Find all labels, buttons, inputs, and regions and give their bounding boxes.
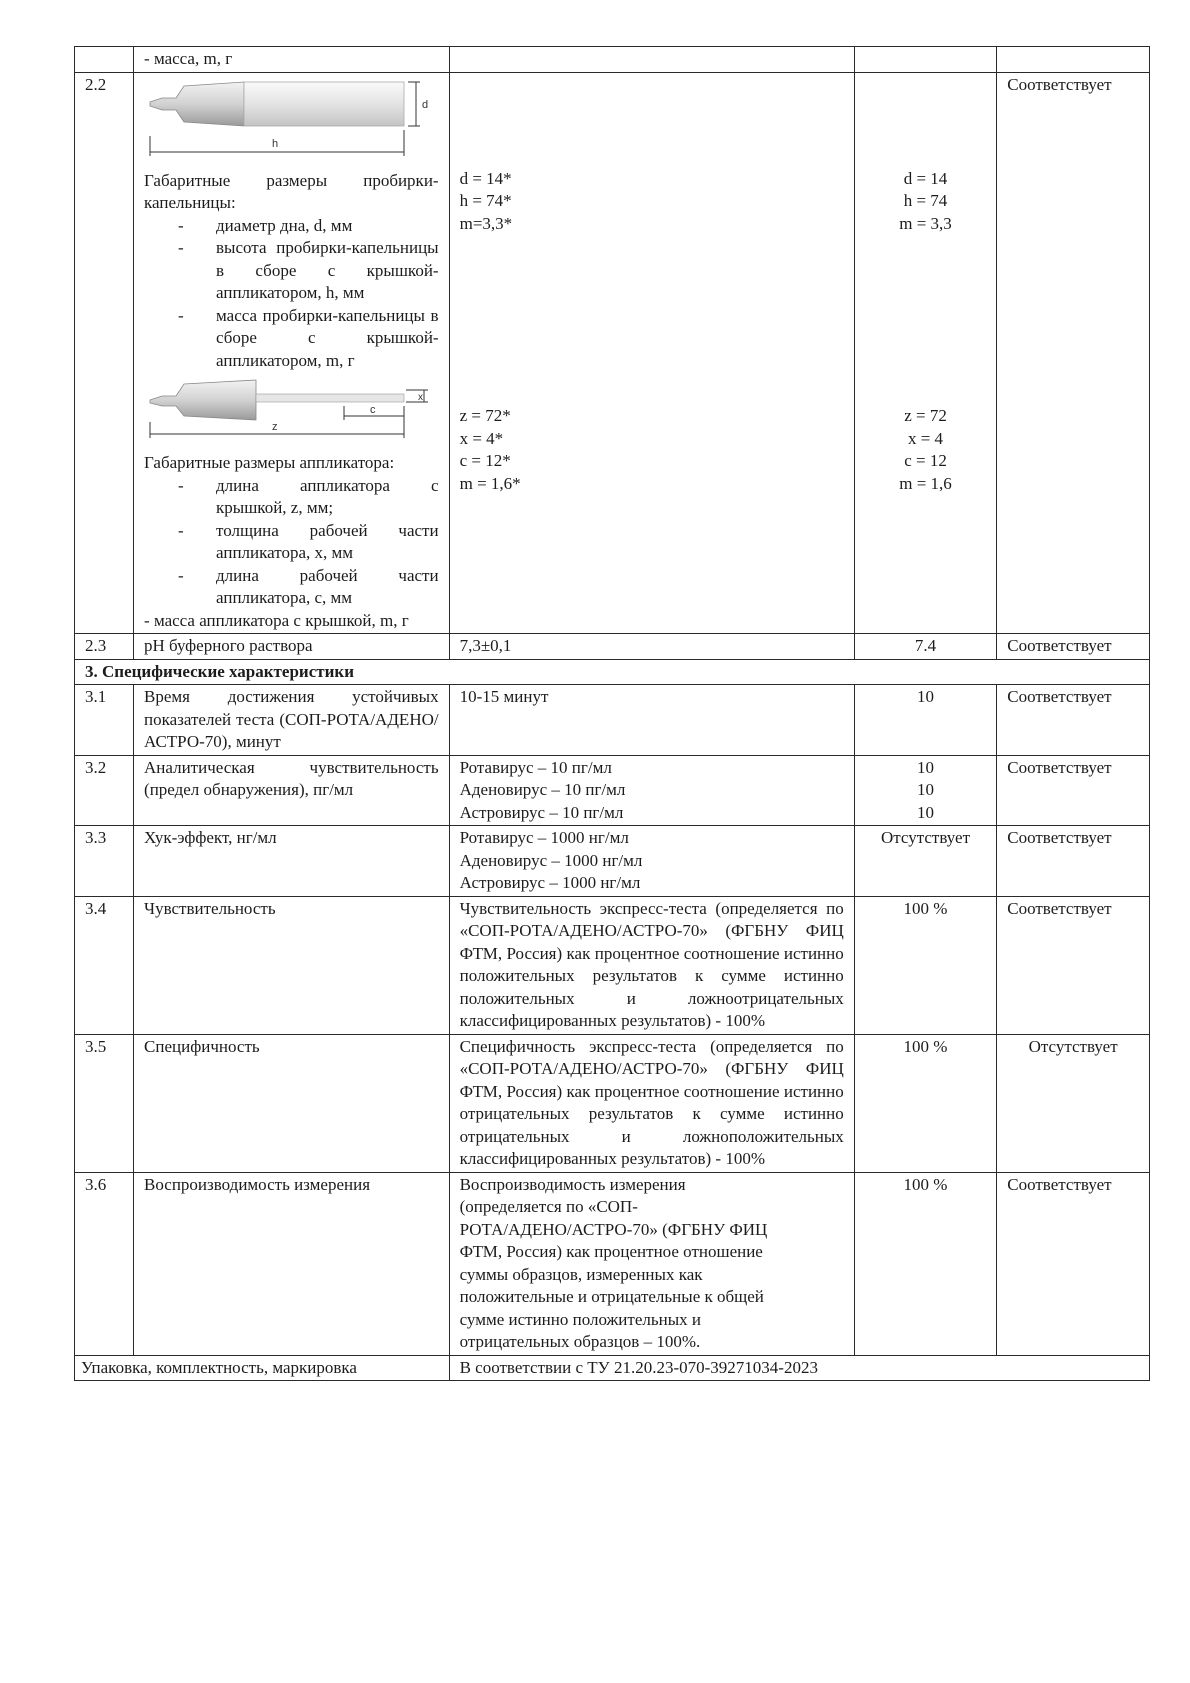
norm-text-line: положительные и отрицательные к общей (459, 1287, 764, 1306)
result-cell (854, 755, 997, 826)
norm-value: m=3,3* (459, 213, 513, 233)
result-value: 10 (917, 780, 934, 799)
norm-text-line: Воспроизводимость измерения (459, 1174, 686, 1194)
list-item: - длина аппликатора с крышкой, z, мм; (144, 475, 439, 520)
norm-text-line: суммы образцов, измеренных как (459, 1264, 703, 1284)
result-cell (854, 47, 997, 73)
table-row (75, 826, 1150, 897)
table-row (75, 1034, 1150, 1172)
list-item: - толщина рабочей части аппликатора, x, мм (144, 520, 439, 565)
dimension-label-d: d (422, 98, 429, 111)
result-cell: 10 (854, 685, 997, 756)
result-value: x = 4 (907, 428, 944, 448)
section-header-row (75, 659, 1150, 685)
table-row (75, 685, 1150, 756)
result-value: c = 12 (904, 451, 947, 470)
param-cell: Аналитическая чувствительность (предел обнаружения), пг/мл (134, 755, 450, 826)
norm-cell: 10-15 минут (449, 685, 854, 756)
applicator-shape (150, 380, 256, 420)
conclusion-cell: Отсутствует (997, 1034, 1150, 1172)
conclusion-cell (997, 47, 1150, 73)
norm-text-line: РОТА/АДЕНО/АСТРО-70» (ФГБНУ ФИЦ (459, 1219, 768, 1239)
tube-dimension-list (144, 215, 439, 373)
result-cell: Отсутствует (854, 826, 997, 897)
table-row (75, 634, 1150, 660)
dimension-label-h: h (272, 137, 279, 150)
norm-value: Аденовирус – 10 пг/мл (459, 780, 626, 799)
norm-value: h = 74* (459, 191, 512, 210)
conclusion-cell: Соответствует (997, 634, 1150, 660)
norm-value: x = 4* (459, 428, 504, 448)
table-row (75, 1172, 1150, 1355)
norm-value: z = 72* (459, 406, 511, 425)
norm-value: Ротавирус – 1000 нг/мл (459, 828, 629, 847)
norm-value: c = 12* (459, 451, 511, 470)
norm-cell (449, 826, 854, 897)
result-cell: 100 % (854, 1034, 997, 1172)
conclusion-cell: Соответствует (997, 896, 1150, 1034)
conclusion-cell: Соответствует (997, 826, 1150, 897)
norm-cell (449, 1172, 854, 1355)
table-row (75, 47, 1150, 73)
norm-cell (449, 72, 854, 634)
norm-cell: 7,3±0,1 (449, 634, 854, 660)
result-value: m = 3,3 (899, 213, 952, 233)
section-title: 3. Специфические характеристики (75, 659, 1150, 685)
row-number: 3.3 (75, 826, 134, 897)
param-cell: Хук-эффект, нг/мл (134, 826, 450, 897)
applicator-dimensions-title: Габаритные размеры аппликатора: (144, 453, 395, 472)
tube-body-shape (244, 82, 404, 126)
result-value: 10 (917, 802, 934, 822)
row-number: 3.5 (75, 1034, 134, 1172)
result-value: h = 74 (903, 191, 948, 210)
table-row (75, 755, 1150, 826)
result-value: m = 1,6 (899, 473, 952, 493)
result-cell: 7.4 (854, 634, 997, 660)
norm-text-line: ФТМ, Россия) как процентное отношение (459, 1242, 763, 1261)
dimension-label-c: c (370, 404, 376, 416)
result-cell (854, 72, 997, 634)
param-cell: Упаковка, комплектность, маркировка (75, 1355, 450, 1381)
applicator-dimensions-figure (144, 376, 434, 446)
norm-text-line: сумме истинно положительных и (459, 1309, 701, 1329)
param-cell: Специфичность (134, 1034, 450, 1172)
row-number: 3.2 (75, 755, 134, 826)
row-number (75, 47, 134, 73)
row-number: 3.1 (75, 685, 134, 756)
param-cell: - масса, m, г (134, 47, 450, 73)
norm-text-line: (определяется по «СОП- (459, 1197, 638, 1216)
result-value: d = 14 (903, 168, 948, 188)
param-cell: Чувствительность (134, 896, 450, 1034)
norm-cell (449, 47, 854, 73)
row-number: 2.2 (75, 72, 134, 634)
tube-dimensions-figure (144, 78, 434, 164)
row-number: 2.3 (75, 634, 134, 660)
norm-value: d = 14* (459, 168, 512, 188)
norm-value: Астровирус – 10 пг/мл (459, 802, 624, 822)
spec-table (74, 46, 1150, 1381)
param-cell: Время достижения устойчивых показателей теста (СОП-РОТА/АДЕНО/АСТРО-70), минут (134, 685, 450, 756)
dimension-label-x: x (418, 392, 424, 403)
conclusion-cell: Соответствует (997, 685, 1150, 756)
param-cell (134, 72, 450, 634)
list-item: - масса пробирки-капельницы в сборе с крышкой-аппликатором, m, г (144, 305, 439, 373)
conclusion-cell: Соответствует (997, 755, 1150, 826)
conclusion-cell: Соответствует (997, 72, 1150, 634)
param-cell: Воспроизводимость измерения (134, 1172, 450, 1355)
tube-dimensions-title: Габаритные размеры пробирки-капельницы: (144, 170, 439, 212)
result-cell: 100 % (854, 1172, 997, 1355)
applicator-dimension-list (144, 475, 439, 610)
param-cell: pH буферного раствора (134, 634, 450, 660)
norm-cell: Чувствительность экспресс-теста (определяется по «СОП-РОТА/АДЕНО/АСТРО-70» (ФГБНУ ФИЦ ФТМ, Россия) как процентное соотношение истинно положительных результатов к сумме истинно положительных и ложноотрицательных классифицированных результатов) - 100% (449, 896, 854, 1034)
norm-value: Аденовирус – 1000 нг/мл (459, 850, 643, 870)
norm-cell: Специфичность экспресс-теста (определяется по «СОП-РОТА/АДЕНО/АСТРО-70» (ФГБНУ ФИЦ ФТМ, Россия) как процентное соотношение истинно отрицательных результатов к сумме истинно отрицательных и ложноположительных классифицированных результатов) - 100% (449, 1034, 854, 1172)
list-item: - диаметр дна, d, мм (144, 215, 439, 238)
applicator-tip-shape (256, 394, 404, 402)
conclusion-cell: Соответствует (997, 1172, 1150, 1355)
dimension-label-z: z (272, 421, 278, 433)
norm-cell (449, 755, 854, 826)
applicator-cap-shape (150, 82, 244, 126)
norm-cell: В соответствии с ТУ 21.20.23-070-39271034-2023 (449, 1355, 1149, 1381)
row-number: 3.4 (75, 896, 134, 1034)
applicator-mass-item: - масса аппликатора с крышкой, m, г (144, 610, 409, 630)
table-row (75, 1355, 1150, 1381)
table-row (75, 72, 1150, 634)
list-item: - высота пробирки-капельницы в сборе с крышкой-аппликатором, h, мм (144, 237, 439, 305)
norm-value: m = 1,6* (459, 473, 521, 493)
result-cell: 100 % (854, 896, 997, 1034)
result-value: z = 72 (904, 406, 947, 425)
norm-text-line: отрицательных образцов – 100%. (459, 1332, 701, 1351)
list-item: - длина рабочей части аппликатора, с, мм (144, 565, 439, 610)
row-number: 3.6 (75, 1172, 134, 1355)
table-row (75, 896, 1150, 1034)
norm-value: Астровирус – 1000 нг/мл (459, 873, 641, 892)
result-value: 10 (917, 757, 934, 777)
norm-value: Ротавирус – 10 пг/мл (459, 757, 612, 777)
